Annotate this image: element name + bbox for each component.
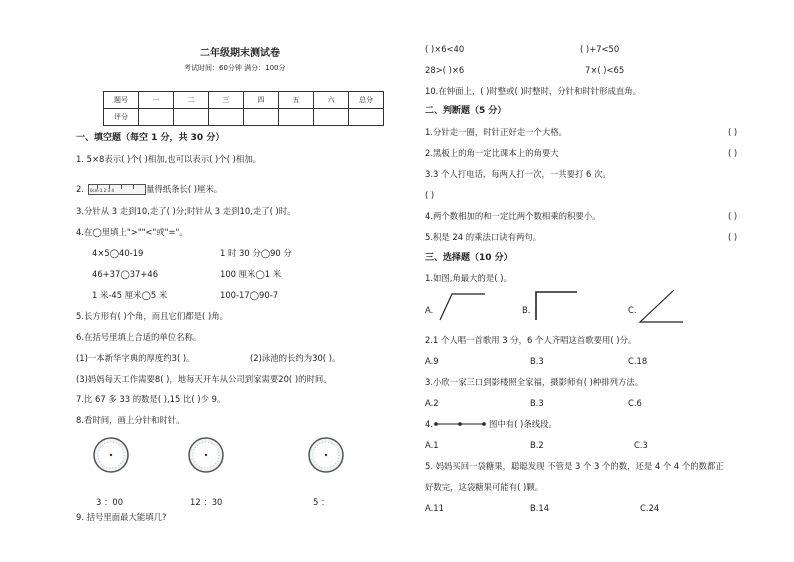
score-input-cell[interactable] [279,109,314,126]
score-input-cell[interactable] [209,109,244,126]
right-angle-icon [530,290,580,322]
compare-item: 4×5◯40-19 [92,248,144,258]
choice-option[interactable]: C.24 [640,503,660,513]
question-3: 3.分针从 3 走到10,走了( )分;时针从 3 走到10,走了( )时。 [76,206,296,216]
compare-item: 1 米-45 厘米◯5 米 [92,290,168,300]
score-table [103,91,384,126]
score-input-cell[interactable] [314,109,349,126]
choice-5-line-1: 5. 妈妈买回一袋糖果，聪聪发现 不管是 3 个 3 个的数，还是 4 个 4 个的数都正 [425,461,724,471]
compare-item: 1 时 30 分◯90 分 [220,248,292,258]
question-2: 量得纸条长( )厘米。 [146,184,223,194]
clock-label: 12 ：30 [190,497,223,507]
choice-option[interactable]: A. [425,305,434,315]
section-choice: 三、选择题（10 分） [425,253,513,263]
score-cell: 评分 [104,109,139,126]
question-4: 4.在◯里填上">""<"或"="。 [76,227,188,237]
choice-4-number: 4. [425,419,433,429]
ruler-icon [88,184,146,195]
choice-option[interactable]: C.6 [628,398,642,408]
score-input-cell[interactable] [139,109,174,126]
score-cell: 四 [244,92,279,109]
inequality: 28>( )×6 [425,65,465,75]
choice-option[interactable]: A.1 [425,440,439,450]
judge-answer-box[interactable]: ( ) [425,190,435,200]
section-judge: 二、判断题（5 分） [425,106,507,116]
obtuse-angle-icon [438,290,488,322]
line-segments-icon [433,419,487,429]
clock-icon[interactable] [187,436,225,474]
exam-title: 二年级期末测试卷 [200,48,280,59]
score-cell: 一 [139,92,174,109]
choice-option[interactable]: A.11 [425,503,444,513]
score-input-cell[interactable] [349,109,384,126]
choice-4: 图中有( )条线段。 [489,419,557,429]
judge-2: 2.黑板上的角一定比课本上的角要大 [425,148,559,158]
choice-5-line-2: 好数完，这袋糖果可能有( )颗。 [425,482,544,492]
score-cell: 五 [279,92,314,109]
choice-option[interactable]: A.2 [425,398,439,408]
judge-5: 5.积是 24 的乘法口诀有两句。 [425,232,542,242]
choice-option[interactable]: C.18 [628,356,648,366]
question-7: 7.比 67 多 33 的数是( ),15 比( )少 9。 [76,394,226,404]
score-cell: 六 [314,92,349,109]
choice-option[interactable]: B.3 [530,356,544,366]
acute-angle-icon [638,288,688,324]
compare-item: 100-17◯90-7 [220,290,279,300]
clock-icon[interactable] [307,436,345,474]
score-table-score-row [104,109,384,126]
question-6-3: (3)妈妈每天工作需要8( )，地每天开车从公司到家需要20( )的时间。 [76,374,332,384]
score-input-cell[interactable] [174,109,209,126]
clock-label: 5 ： [313,497,330,507]
question-8: 8.看时间，画上分针和时针。 [76,415,185,425]
question-1: 1. 5×8表示( )个( )相加,也可以表示( )个( )相加。 [76,154,262,164]
compare-item: 100 厘米◯1 米 [220,269,282,279]
inequality: ( )+7<50 [580,44,620,54]
question-5: 5.长方形有( )个角，而且它们都是( )角。 [76,311,229,321]
question-10: 10.在钟面上，( )时整或( )时整时，分针和时针形成直角。 [425,86,641,96]
question-6-2: (2)泳池的长约为30( )。 [250,353,341,363]
question-2-number: 2. [76,184,84,194]
question-6-1: (1)一本新华字典的厚度约3( )。 [76,353,195,363]
choice-option[interactable]: B.3 [530,398,544,408]
judge-1: 1.分针走一圈，时针正好走一个大格。 [425,127,567,137]
choice-option[interactable]: B. [522,305,531,315]
judge-answer-box[interactable]: ( ) [728,232,738,242]
judge-answer-box[interactable]: ( ) [728,127,738,137]
judge-3: 3.3 个人打电话，每两人打一次，一共要打 6 次。 [425,169,611,179]
score-input-cell[interactable] [244,109,279,126]
score-cell: 总分 [349,92,384,109]
choice-option[interactable]: C. [628,305,637,315]
inequality: 7×( )<65 [585,65,625,75]
choice-option[interactable]: C.3 [634,440,648,450]
clock-icon[interactable] [92,436,130,474]
score-cell: 三 [209,92,244,109]
score-cell: 题号 [104,92,139,109]
choice-1: 1.如图,角最大的是( )。 [425,273,512,283]
judge-answer-box[interactable]: ( ) [728,148,738,158]
choice-option[interactable]: B.14 [530,503,550,513]
question-6: 6.在括号里填上合适的单位名称。 [76,332,202,342]
question-9: 9. 括号里面最大能填几? [76,512,167,522]
section-fill-blank: 一、填空题（每空 1 分，共 30 分） [76,133,225,143]
judge-4: 4.两个数相加的和一定比两个数相乘的积要小。 [425,211,601,221]
choice-2: 2.1 个人唱一首歌用 3 分，6 个人齐唱这首歌要用( )分。 [425,335,637,345]
score-cell: 二 [174,92,209,109]
compare-item: 46+37◯37+46 [92,269,159,279]
inequality: ( )×6<40 [425,44,465,54]
choice-option[interactable]: B.2 [530,440,544,450]
ruler-labels: 0cm 1 2 3 4 [90,188,114,193]
choice-3: 3.小欣一家三口到影楼照全家福，摄影师有( )种排列方法。 [425,377,644,387]
score-table-header-row [104,92,384,109]
judge-answer-box[interactable]: ( ) [728,211,738,221]
clock-label: 3 ：00 [96,497,124,507]
choice-option[interactable]: A.9 [425,356,439,366]
exam-subtitle: 考试时间：60分钟 满分：100分 [184,64,286,72]
